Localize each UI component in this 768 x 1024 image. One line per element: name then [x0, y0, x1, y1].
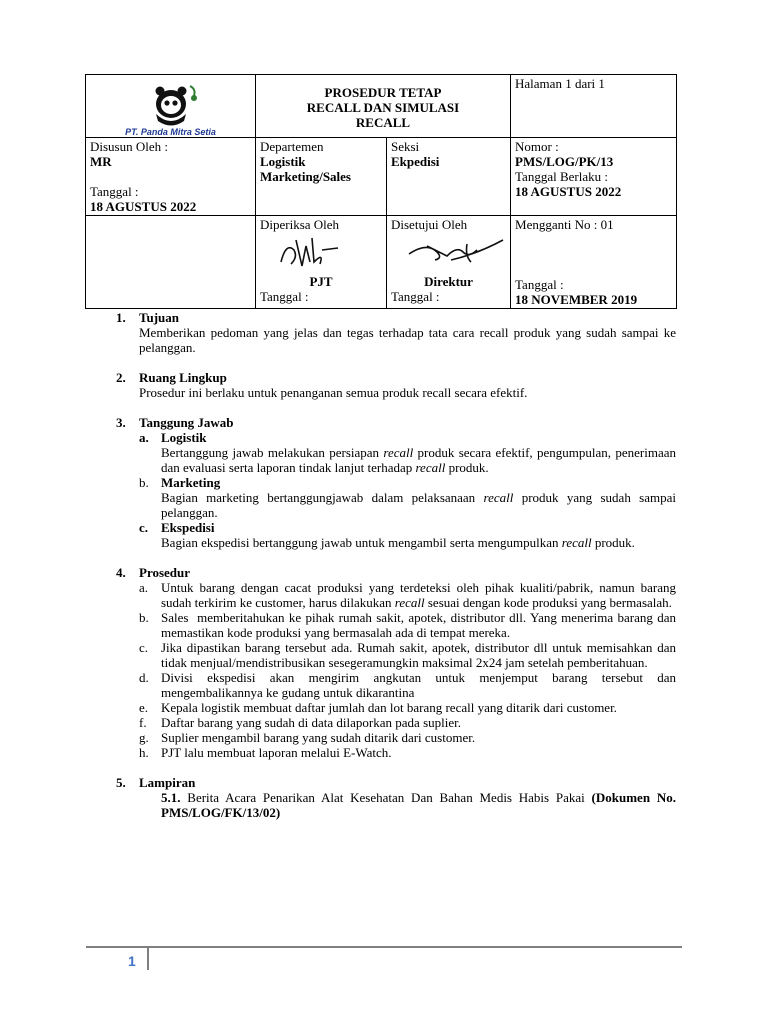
- list-item: g. Suplier mengambil barang yang sudah ditarik dari customer.: [139, 730, 476, 745]
- footer-divider: [147, 948, 149, 970]
- section-number: 2.: [116, 370, 126, 385]
- title-line-1: PROSEDUR TETAP: [324, 85, 442, 100]
- nomor-label: Nomor :: [515, 139, 559, 154]
- lampiran-item: 5.1. Berita Acara Penarikan Alat Kesehatan Dan Bahan Medis Habis Pakai (Dokumen No. PMS/LOG/FK/13/02): [161, 790, 676, 820]
- list-item: a. Untuk barang dengan cacat produksi yang terdeteksi oleh pihak kualiti/pabrik, namun barang sudah terkirim ke customer, harus dilakukan recall sesuai dengan kode produksi yang bermasalah.: [139, 580, 676, 610]
- diperiksa-tanggal: Tanggal :: [260, 289, 309, 304]
- footer-rule: [86, 946, 682, 948]
- signature-pjt-icon: [276, 232, 356, 272]
- berlaku-label: Tanggal Berlaku :: [515, 169, 608, 184]
- nomor-cell: [511, 138, 677, 216]
- subsection-marketing: [139, 475, 676, 520]
- list-item: e. Kepala logistik membuat daftar jumlah dan lot barang recall yang ditarik dari customer.: [139, 700, 617, 715]
- logo-cell: [86, 75, 256, 138]
- disusun-value: MR: [90, 154, 112, 169]
- section-ruang-lingkup: [116, 370, 676, 400]
- section-number: 1.: [116, 310, 126, 325]
- list-marker: b.: [139, 475, 149, 490]
- section-title: Tujuan: [139, 310, 179, 325]
- halaman-cell: [511, 75, 677, 138]
- departemen-label: Departemen: [260, 139, 324, 154]
- disetujui-cell: [387, 216, 511, 309]
- list-item: h. PJT lalu membuat laporan melalui E-Watch.: [139, 745, 392, 760]
- mengganti-cell: [511, 216, 677, 309]
- list-item: c. Jika dipastikan barang tersebut ada. Rumah sakit, apotek, distributor dll untuk memisahkan dan tidak menjual/mendistribusikan sesegeramungkin maksimal 2x24 jam setelah pemberitahuan.: [139, 640, 676, 670]
- diperiksa-label: Diperiksa Oleh: [260, 217, 340, 232]
- list-item: b. Sales memberitahukan ke pihak rumah sakit, apotek, distributor dll. Yang menerima barang dan memastikan kode produksi yang bermasalah ada di tempat mereka.: [139, 610, 680, 640]
- section-tanggung-jawab: [116, 415, 676, 550]
- mengganti-tanggal-value: 18 NOVEMBER 2019: [515, 292, 638, 307]
- section-title: Tanggung Jawab: [139, 415, 234, 430]
- list-marker: a.: [139, 430, 149, 445]
- nomor-value: PMS/LOG/PK/13: [515, 154, 614, 169]
- empty-cell: [86, 216, 256, 309]
- subsection-text: Bagian ekspedisi bertanggung jawab untuk mengambil serta mengumpulkan recall produk.: [161, 535, 635, 550]
- departemen-value-2: Marketing/Sales: [260, 169, 351, 184]
- seksi-value: Ekpedisi: [391, 154, 440, 169]
- departemen-cell: [256, 138, 387, 216]
- mengganti-label: Mengganti No : 01: [515, 217, 614, 232]
- subsection-logistik: [139, 430, 676, 475]
- tanggal-label: Tanggal :: [90, 184, 139, 199]
- section-prosedur: [116, 565, 680, 760]
- subsection-text: Bertanggung jawab melakukan persiapan recall produk secara efektif, pengumpulan, penerimaan dan evaluasi serta laporan tindak lanjut terhadap recall produk.: [161, 445, 676, 475]
- disetujui-name: Direktur: [424, 274, 473, 289]
- document-header-table: [85, 74, 677, 309]
- list-item: d. Divisi ekspedisi akan mengirim angkutan untuk menjemput barang tersebut dan mengembalikannya ke gudang untuk dikarantina: [139, 670, 676, 700]
- section-text: Prosedur ini berlaku untuk penanganan semua produk recall secara efektif.: [139, 385, 528, 400]
- disusun-cell: [86, 138, 256, 216]
- tanggal-value: 18 AGUSTUS 2022: [90, 199, 197, 214]
- departemen-value-1: Logistik: [260, 154, 306, 169]
- diperiksa-name: PJT: [309, 274, 333, 289]
- mengganti-tanggal-label: Tanggal :: [515, 277, 564, 292]
- subsection-ekspedisi: [139, 520, 676, 550]
- section-lampiran: [116, 775, 676, 820]
- subsection-title: Marketing: [161, 475, 221, 490]
- section-text: Memberikan pedoman yang jelas dan tegas terhadap tata cara recall produk yang sudah sampai ke pelanggan.: [139, 325, 676, 355]
- section-title: Lampiran: [139, 775, 196, 790]
- seksi-cell: [387, 138, 511, 216]
- page-number: 1: [128, 953, 136, 969]
- disetujui-label: Disetujui Oleh: [391, 217, 468, 232]
- title-line-2: RECALL DAN SIMULASI: [306, 100, 460, 115]
- halaman-text: Halaman 1 dari 1: [515, 76, 605, 91]
- title-line-3: RECALL: [355, 115, 411, 130]
- company-name: PT. Panda Mitra Setia: [125, 127, 216, 137]
- document-body: [116, 310, 680, 835]
- signature-direktur-icon: [407, 232, 507, 272]
- section-number: 5.: [116, 775, 126, 790]
- disetujui-tanggal: Tanggal :: [391, 289, 440, 304]
- list-item: f. Daftar barang yang sudah di data dilaporkan pada suplier.: [139, 715, 461, 730]
- section-number: 3.: [116, 415, 126, 430]
- document-title: [256, 75, 511, 138]
- subsection-title: Ekspedisi: [161, 520, 215, 535]
- section-title: Ruang Lingkup: [139, 370, 227, 385]
- subsection-title: Logistik: [161, 430, 207, 445]
- diperiksa-cell: [256, 216, 387, 309]
- berlaku-value: 18 AGUSTUS 2022: [515, 184, 622, 199]
- subsection-text: Bagian marketing bertanggungjawab dalam pelaksanaan recall produk yang sudah sampai pelanggan.: [161, 490, 676, 520]
- section-title: Prosedur: [139, 565, 191, 580]
- seksi-label: Seksi: [391, 139, 420, 154]
- list-marker: c.: [139, 520, 149, 535]
- section-number: 4.: [116, 565, 126, 580]
- section-tujuan: [116, 310, 676, 355]
- disusun-label: Disusun Oleh :: [90, 139, 168, 154]
